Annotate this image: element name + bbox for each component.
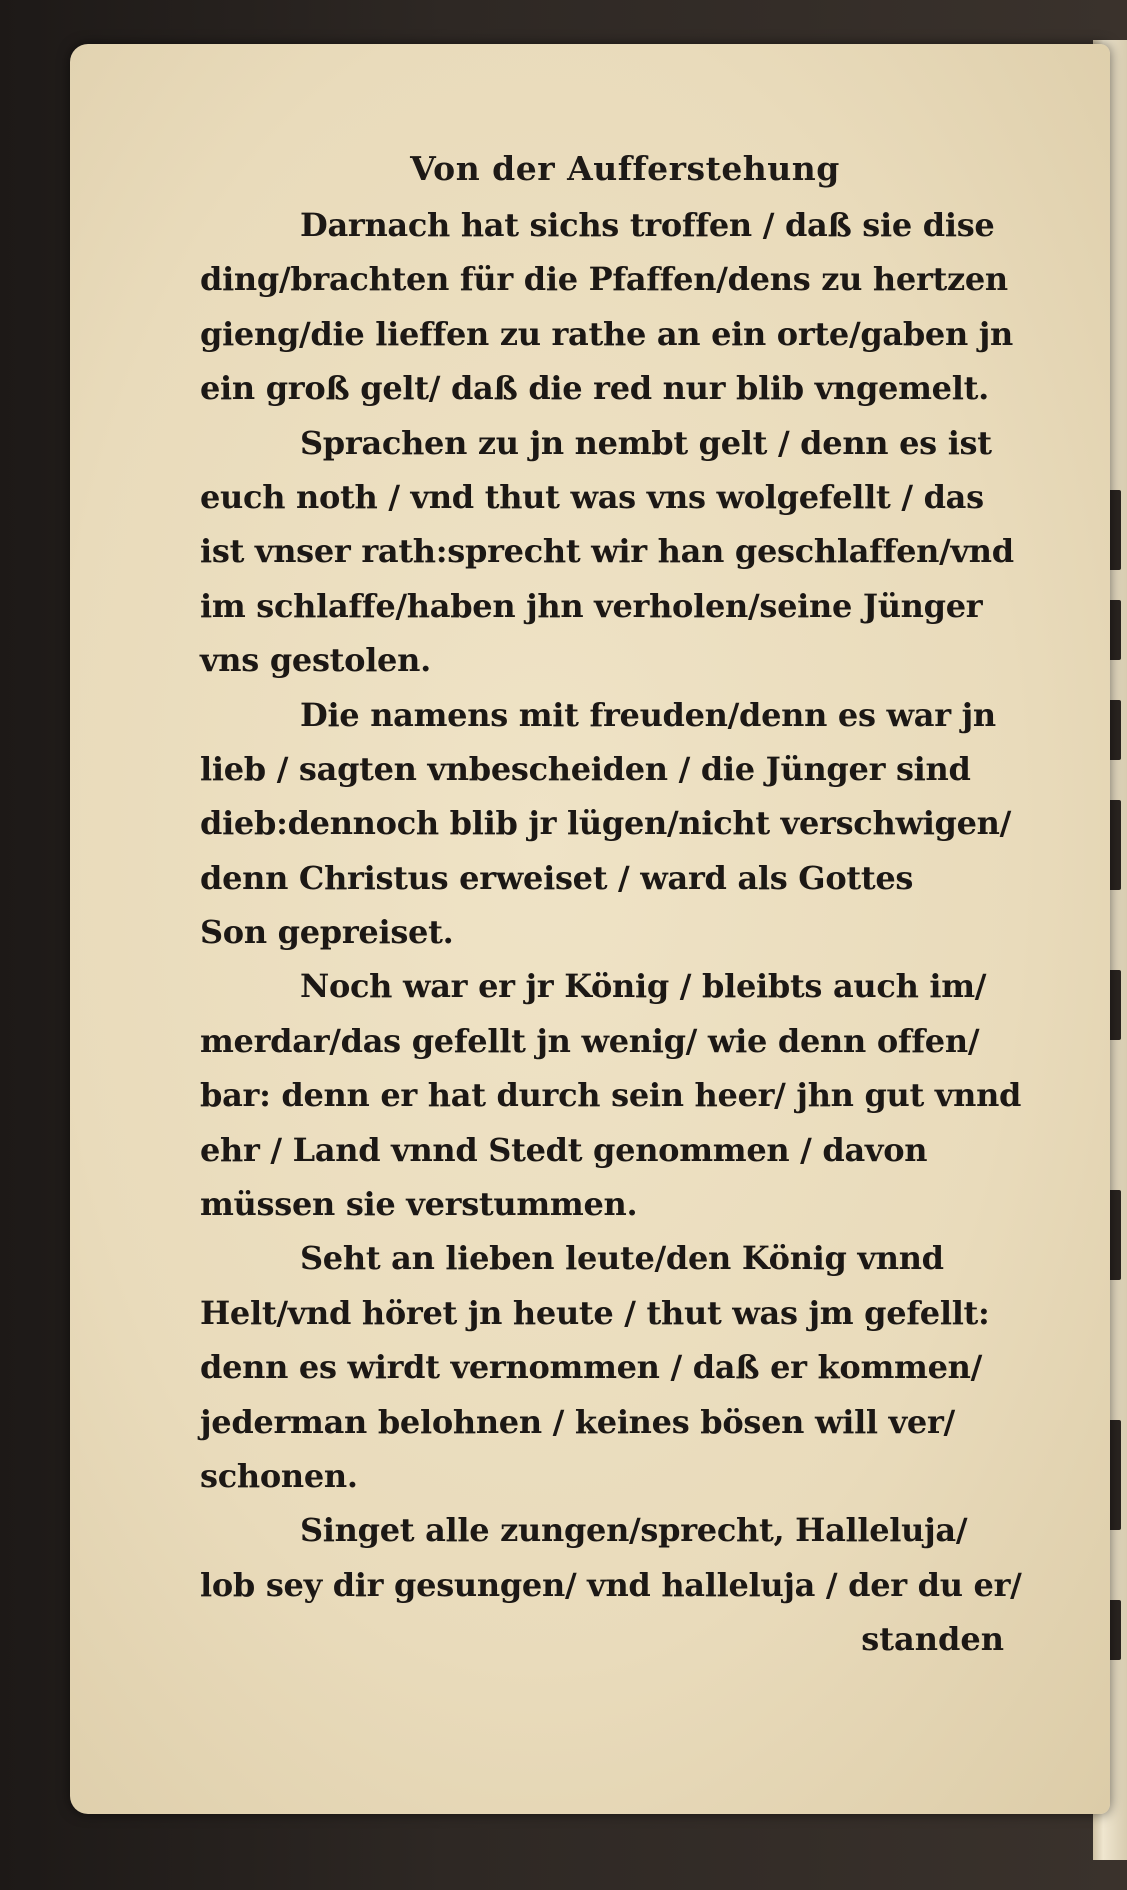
text-line: Darnach hat sichs troffen / daß sie dise xyxy=(300,206,995,244)
text-line: lob sey dir gesungen/ vnd halleluja / der du er/ xyxy=(200,1565,1022,1604)
text-line: euch noth / vnd thut was vns wolgefellt / das xyxy=(200,477,984,516)
text-line: im schlaffe/haben jhn verholen/seine Jünger xyxy=(200,586,983,625)
text-line: bar: denn er hat durch sein heer/ jhn gut vnnd xyxy=(200,1076,1022,1115)
text-line: müssen sie verstummen. xyxy=(200,1185,638,1224)
catchword: standen xyxy=(861,1620,1004,1659)
page-content xyxy=(200,140,1030,1666)
text-line: Son gepreiset. xyxy=(200,913,454,952)
text-line: ehr / Land vnnd Stedt genommen / davon xyxy=(200,1130,928,1169)
text-line: Helt/vnd höret jn heute / thut was jm gefellt: xyxy=(200,1293,990,1332)
text-line: ding/brachten für die Pfaffen/dens zu hertzen xyxy=(200,260,1008,299)
text-line: jederman belohnen / keines bösen will ver/ xyxy=(200,1402,955,1441)
text-line: vns gestolen. xyxy=(200,641,431,680)
text-line: ist vnser rath:sprecht wir han geschlaffen/vnd xyxy=(200,532,1014,571)
text-line: Seht an lieben leute/den König vnnd xyxy=(300,1239,944,1278)
text-line: denn Christus erweiset / ward als Gottes xyxy=(200,858,914,897)
text-line: Die namens mit freuden/denn es war jn xyxy=(300,695,996,734)
stanza xyxy=(200,688,1030,960)
text-line: dieb:dennoch blib jr lügen/nicht verschwigen/ xyxy=(200,804,1012,843)
stanza xyxy=(200,959,1030,1231)
stanza xyxy=(200,198,1030,416)
text-line: lieb / sagten vnbescheiden / die Jünger sind xyxy=(200,749,971,788)
stanza xyxy=(200,1503,1030,1612)
text-line: gieng/die lieffen zu rathe an ein orte/gaben jn xyxy=(200,314,1014,353)
stanza xyxy=(200,416,1030,688)
text-line: Sprachen zu jn nembt gelt / denn es ist xyxy=(300,423,992,462)
text-line: schonen. xyxy=(200,1456,358,1495)
text-line: ein groß gelt/ daß die red nur blib vngemelt. xyxy=(200,369,989,408)
book-page xyxy=(70,44,1110,1814)
stanza xyxy=(200,1231,1030,1503)
page-heading: Von der Aufferstehung xyxy=(410,149,840,188)
text-line: merdar/das gefellt jn wenig/ wie denn offen/ xyxy=(200,1021,980,1060)
text-line: Noch war er jr König / bleibts auch im/ xyxy=(300,967,987,1006)
text-line: denn es wirdt vernommen / daß er kommen/ xyxy=(200,1348,982,1387)
text-line: Singet alle zungen/sprecht, Halleluja/ xyxy=(300,1511,968,1550)
